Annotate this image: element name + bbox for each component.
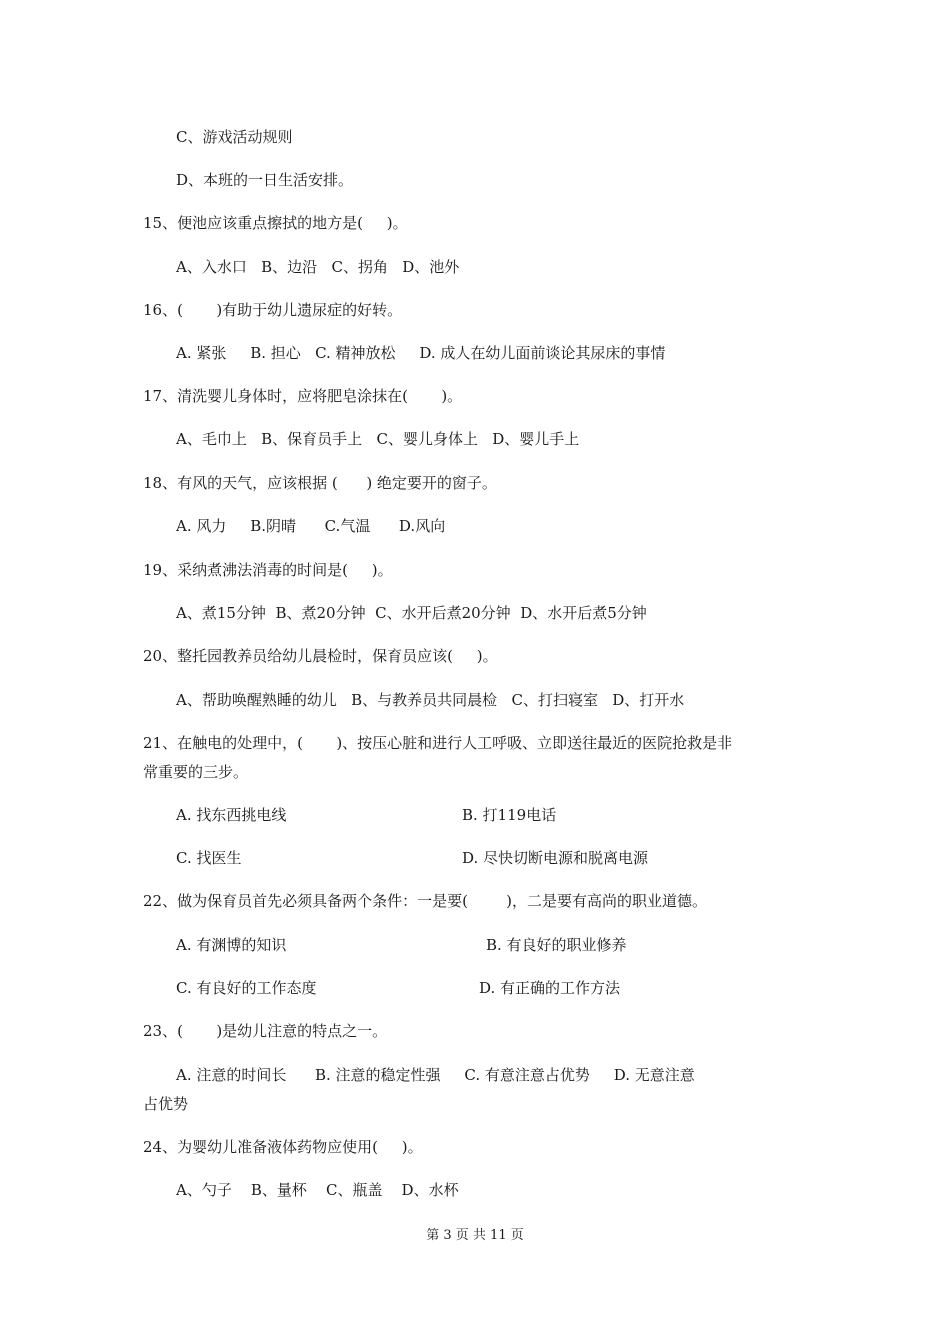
option-c: C. 有良好的工作态度 bbox=[176, 979, 317, 997]
question-options-continued: 占优势 bbox=[143, 1095, 189, 1113]
option-c: C. 找医生 bbox=[176, 849, 242, 867]
question-options: A、勺子 B、量杯 C、瓶盖 D、水杯 bbox=[176, 1181, 459, 1199]
question-stem: 15、便池应该重点擦拭的地方是( )。 bbox=[143, 214, 408, 232]
option-b: B. 有良好的职业修养 bbox=[486, 936, 627, 954]
question-options: A、煮15分钟 B、煮20分钟 C、水开后煮20分钟 D、水开后煮5分钟 bbox=[176, 604, 647, 622]
question-options: A、入水口 B、边沿 C、拐角 D、池外 bbox=[176, 258, 460, 276]
question-option-line: C、游戏活动规则 bbox=[176, 128, 293, 146]
question-stem: 23、( )是幼儿注意的特点之一。 bbox=[143, 1022, 388, 1040]
question-options: A、帮助唤醒熟睡的幼儿 B、与教养员共同晨检 C、打扫寝室 D、打开水 bbox=[176, 691, 685, 709]
question-stem: 18、有风的天气，应该根据 ( ) 绝定要开的窗子。 bbox=[143, 474, 497, 492]
option-a: A. 找东西挑电线 bbox=[176, 806, 287, 824]
question-stem: 19、采纳煮沸法消毒的时间是( )。 bbox=[143, 561, 393, 579]
question-stem: 17、清洗婴儿身体时，应将肥皂涂抹在( )。 bbox=[143, 387, 463, 405]
page-footer: 第 3 页 共 11 页 bbox=[426, 1228, 524, 1243]
question-stem: 16、( )有助于幼儿遗尿症的好转。 bbox=[143, 301, 403, 319]
question-stem: 22、做为保育员首先必须具备两个条件：一是要( )，二是要有高尚的职业道德。 bbox=[143, 892, 707, 910]
question-stem: 20、整托园教养员给幼儿晨检时，保育员应该( )。 bbox=[143, 647, 498, 665]
question-options: A、毛巾上 B、保育员手上 C、婴儿身体上 D、婴儿手上 bbox=[176, 430, 580, 448]
question-stem-continued: 常重要的三步。 bbox=[143, 763, 249, 781]
question-stem: 21、在触电的处理中，( )、按压心脏和进行人工呼吸、立即送往最近的医院抢救是非 bbox=[143, 734, 733, 752]
question-options: A. 风力 B.阴晴 C.气温 D.风向 bbox=[176, 517, 446, 535]
question-options: A. 紧张 B. 担心 C. 精神放松 D. 成人在幼儿面前谈论其尿床的事情 bbox=[176, 344, 666, 362]
question-options: A. 注意的时间长 B. 注意的稳定性强 C. 有意注意占优势 D. 无意注意 bbox=[176, 1066, 695, 1084]
option-d: D. 有正确的工作方法 bbox=[479, 979, 621, 997]
question-stem: 24、为婴幼儿准备液体药物应使用( )。 bbox=[143, 1138, 423, 1156]
question-option-line: D、本班的一日生活安排。 bbox=[176, 171, 354, 189]
option-b: B. 打119电话 bbox=[462, 806, 557, 824]
option-d: D. 尽快切断电源和脱离电源 bbox=[462, 849, 649, 867]
option-a: A. 有渊博的知识 bbox=[176, 936, 287, 954]
